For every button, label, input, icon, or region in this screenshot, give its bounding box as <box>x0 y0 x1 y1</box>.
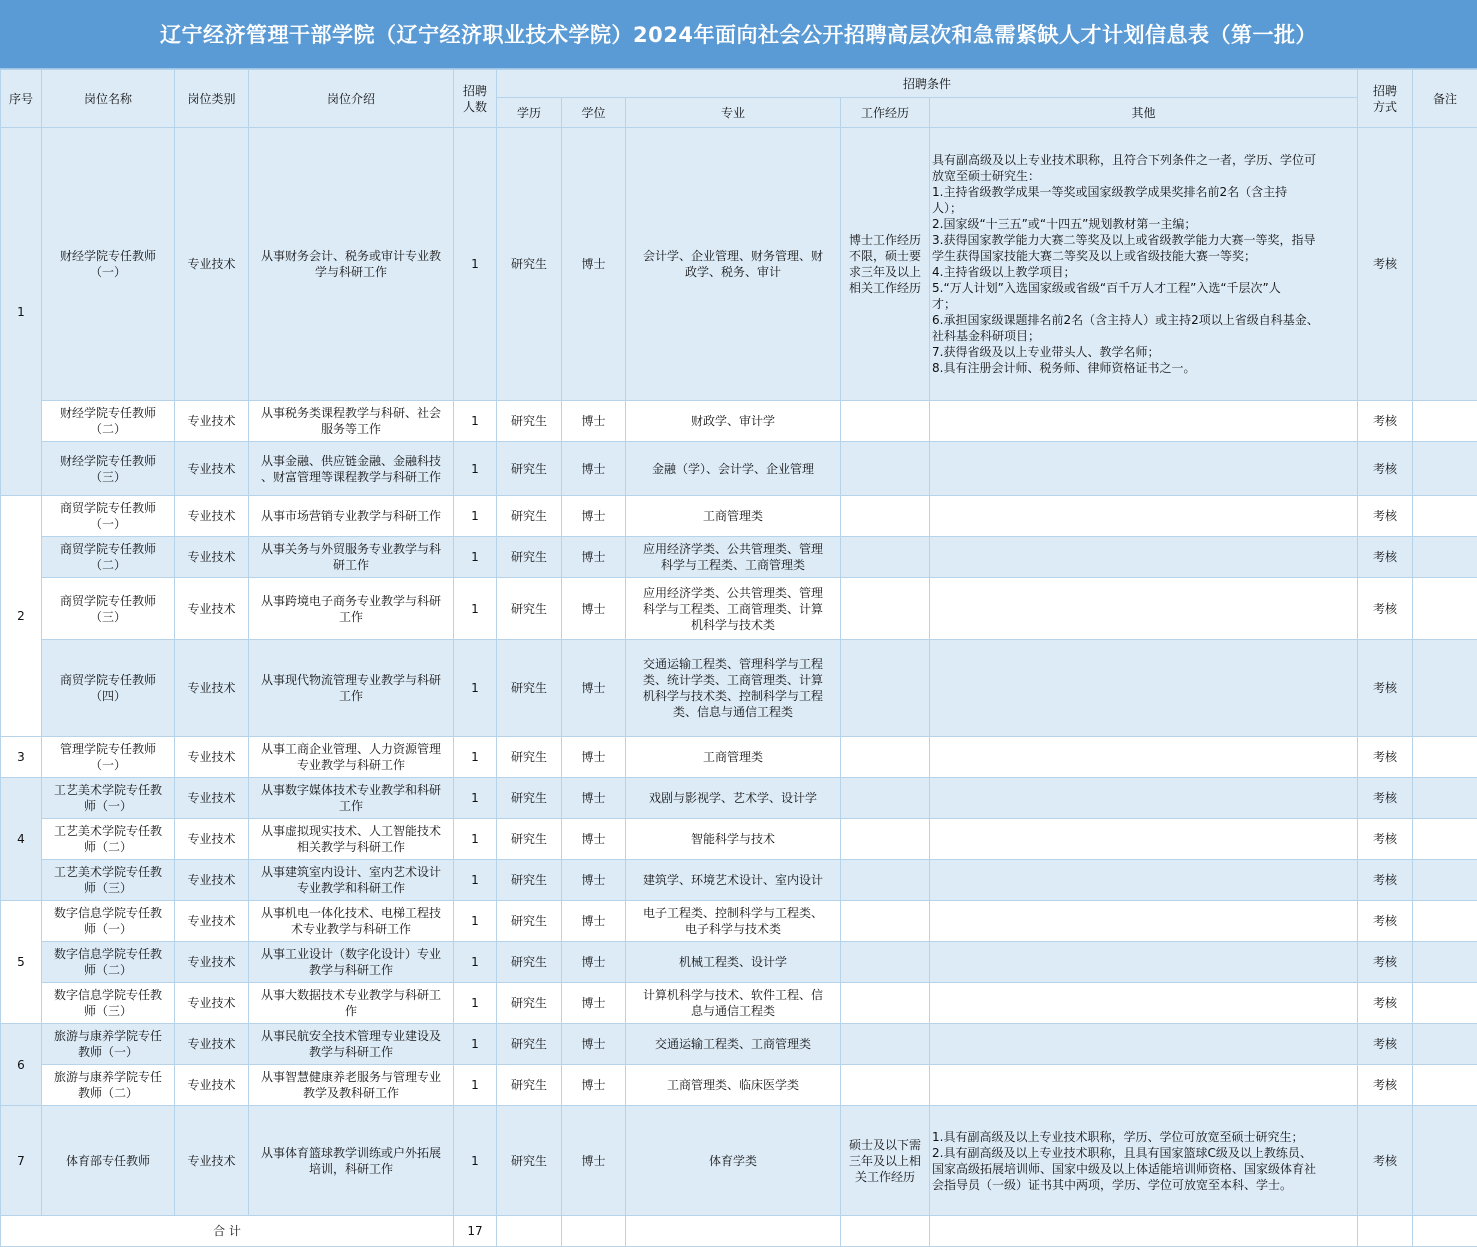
job-remark <box>1413 1106 1477 1216</box>
group-seq: 4 <box>1 778 42 901</box>
job-degree: 博士 <box>562 442 626 496</box>
job-method: 考核 <box>1358 1024 1413 1065</box>
job-category: 专业技术 <box>175 901 249 942</box>
job-method: 考核 <box>1358 778 1413 819</box>
job-category: 专业技术 <box>175 1024 249 1065</box>
group-seq: 6 <box>1 1024 42 1106</box>
job-count: 1 <box>454 983 497 1024</box>
job-experience: 硕士及以下需 三年及以上相 关工作经历 <box>841 1106 930 1216</box>
header-conditions: 招聘条件 <box>497 70 1358 98</box>
job-count: 1 <box>454 578 497 640</box>
job-name: 旅游与康养学院专任 教师（二） <box>42 1065 175 1106</box>
job-method: 考核 <box>1358 442 1413 496</box>
job-name: 数字信息学院专任教 师（三） <box>42 983 175 1024</box>
job-remark <box>1413 401 1477 442</box>
job-intro: 从事工业设计（数字化设计）专业 教学与科研工作 <box>249 942 454 983</box>
job-count: 1 <box>454 942 497 983</box>
job-name: 财经学院专任教师 （三） <box>42 442 175 496</box>
job-degree: 博士 <box>562 860 626 901</box>
job-edu: 研究生 <box>497 578 562 640</box>
job-method: 考核 <box>1358 819 1413 860</box>
job-count: 1 <box>454 442 497 496</box>
group-seq: 3 <box>1 737 42 778</box>
job-major: 交通运输工程类、工商管理类 <box>626 1024 841 1065</box>
job-category: 专业技术 <box>175 983 249 1024</box>
job-category: 专业技术 <box>175 1106 249 1216</box>
job-experience <box>841 1024 930 1065</box>
job-other <box>930 860 1358 901</box>
job-category: 专业技术 <box>175 819 249 860</box>
job-experience <box>841 942 930 983</box>
job-major: 工商管理类、临床医学类 <box>626 1065 841 1106</box>
job-degree: 博士 <box>562 778 626 819</box>
job-edu: 研究生 <box>497 819 562 860</box>
job-name: 工艺美术学院专任教 师（二） <box>42 819 175 860</box>
job-major: 戏剧与影视学、艺术学、设计学 <box>626 778 841 819</box>
job-name: 财经学院专任教师 （二） <box>42 401 175 442</box>
job-name: 旅游与康养学院专任 教师（一） <box>42 1024 175 1065</box>
job-major: 应用经济学类、公共管理类、管理 科学与工程类、工商管理类 <box>626 537 841 578</box>
table-row <box>1 401 1477 442</box>
job-experience <box>841 496 930 537</box>
job-experience <box>841 901 930 942</box>
job-edu: 研究生 <box>497 901 562 942</box>
table-row <box>1 128 1477 401</box>
job-method: 考核 <box>1358 1065 1413 1106</box>
job-other <box>930 496 1358 537</box>
job-name: 工艺美术学院专任教 师（三） <box>42 860 175 901</box>
job-degree: 博士 <box>562 819 626 860</box>
job-other <box>930 819 1358 860</box>
job-method: 考核 <box>1358 496 1413 537</box>
job-name: 数字信息学院专任教 师（二） <box>42 942 175 983</box>
job-degree: 博士 <box>562 496 626 537</box>
job-other <box>930 737 1358 778</box>
job-degree: 博士 <box>562 983 626 1024</box>
table-row <box>1 737 1477 778</box>
job-major: 财政学、审计学 <box>626 401 841 442</box>
job-remark <box>1413 640 1477 737</box>
job-experience <box>841 537 930 578</box>
job-intro: 从事智慧健康养老服务与管理专业 教学及教科研工作 <box>249 1065 454 1106</box>
job-count: 1 <box>454 778 497 819</box>
job-name: 数字信息学院专任教 师（一） <box>42 901 175 942</box>
job-edu: 研究生 <box>497 496 562 537</box>
job-count: 1 <box>454 537 497 578</box>
job-count: 1 <box>454 1024 497 1065</box>
job-remark <box>1413 942 1477 983</box>
job-degree: 博士 <box>562 128 626 401</box>
job-other <box>930 401 1358 442</box>
job-method: 考核 <box>1358 901 1413 942</box>
header-edu: 学历 <box>497 98 562 128</box>
job-edu: 研究生 <box>497 128 562 401</box>
job-experience: 博士工作经历 不限，硕士要 求三年及以上 相关工作经历 <box>841 128 930 401</box>
job-intro: 从事民航安全技术管理专业建设及 教学与科研工作 <box>249 1024 454 1065</box>
job-degree: 博士 <box>562 1065 626 1106</box>
job-experience <box>841 640 930 737</box>
group-seq: 7 <box>1 1106 42 1216</box>
job-experience <box>841 442 930 496</box>
job-category: 专业技术 <box>175 537 249 578</box>
job-edu: 研究生 <box>497 442 562 496</box>
job-name: 工艺美术学院专任教 师（一） <box>42 778 175 819</box>
job-edu: 研究生 <box>497 983 562 1024</box>
job-other <box>930 1065 1358 1106</box>
job-count: 1 <box>454 496 497 537</box>
job-remark <box>1413 537 1477 578</box>
header-experience: 工作经历 <box>841 98 930 128</box>
job-other <box>930 537 1358 578</box>
table-row <box>1 860 1477 901</box>
job-intro: 从事大数据技术专业教学与科研工 作 <box>249 983 454 1024</box>
job-major: 电子工程类、控制科学与工程类、 电子科学与技术类 <box>626 901 841 942</box>
job-other <box>930 442 1358 496</box>
job-count: 1 <box>454 901 497 942</box>
job-intro: 从事工商企业管理、人力资源管理 专业教学与科研工作 <box>249 737 454 778</box>
job-count: 1 <box>454 737 497 778</box>
job-degree: 博士 <box>562 901 626 942</box>
job-experience <box>841 578 930 640</box>
job-experience <box>841 983 930 1024</box>
job-count: 1 <box>454 1106 497 1216</box>
job-degree: 博士 <box>562 401 626 442</box>
job-remark <box>1413 496 1477 537</box>
job-method: 考核 <box>1358 737 1413 778</box>
job-category: 专业技术 <box>175 496 249 537</box>
table-row <box>1 942 1477 983</box>
job-category: 专业技术 <box>175 128 249 401</box>
job-method: 考核 <box>1358 640 1413 737</box>
job-intro: 从事建筑室内设计、室内艺术设计 专业教学和科研工作 <box>249 860 454 901</box>
job-count: 1 <box>454 401 497 442</box>
job-category: 专业技术 <box>175 942 249 983</box>
job-major: 建筑学、环境艺术设计、室内设计 <box>626 860 841 901</box>
job-method: 考核 <box>1358 983 1413 1024</box>
job-degree: 博士 <box>562 942 626 983</box>
job-major: 体育学类 <box>626 1106 841 1216</box>
job-edu: 研究生 <box>497 537 562 578</box>
job-name: 财经学院专任教师 （一） <box>42 128 175 401</box>
table-row <box>1 1024 1477 1065</box>
job-category: 专业技术 <box>175 442 249 496</box>
job-major: 计算机科学与技术、软件工程、信 息与通信工程类 <box>626 983 841 1024</box>
header-intro: 岗位介绍 <box>249 70 454 128</box>
page-title: 辽宁经济管理干部学院（辽宁经济职业技术学院）2024年面向社会公开招聘高层次和急需紧缺人才计划信息表（第一批） <box>0 0 1477 69</box>
job-degree: 博士 <box>562 537 626 578</box>
job-method: 考核 <box>1358 578 1413 640</box>
table-row <box>1 1106 1477 1216</box>
job-experience <box>841 819 930 860</box>
job-experience <box>841 1065 930 1106</box>
job-major: 工商管理类 <box>626 737 841 778</box>
table-row <box>1 442 1477 496</box>
job-method: 考核 <box>1358 942 1413 983</box>
job-remark <box>1413 819 1477 860</box>
table-row <box>1 1065 1477 1106</box>
job-edu: 研究生 <box>497 778 562 819</box>
job-count: 1 <box>454 860 497 901</box>
job-count: 1 <box>454 1065 497 1106</box>
job-intro: 从事税务类课程教学与科研、社会 服务等工作 <box>249 401 454 442</box>
job-other <box>930 778 1358 819</box>
job-category: 专业技术 <box>175 860 249 901</box>
job-remark <box>1413 1065 1477 1106</box>
job-edu: 研究生 <box>497 1106 562 1216</box>
job-intro: 从事机电一体化技术、电梯工程技 术专业教学与科研工作 <box>249 901 454 942</box>
job-other <box>930 983 1358 1024</box>
job-remark <box>1413 578 1477 640</box>
total-label: 合 计 <box>1 1216 454 1247</box>
job-category: 专业技术 <box>175 640 249 737</box>
job-category: 专业技术 <box>175 578 249 640</box>
job-edu: 研究生 <box>497 1024 562 1065</box>
job-count: 1 <box>454 640 497 737</box>
table-row <box>1 640 1477 737</box>
job-edu: 研究生 <box>497 860 562 901</box>
group-seq: 5 <box>1 901 42 1024</box>
job-name: 商贸学院专任教师 （一） <box>42 496 175 537</box>
job-other <box>930 1024 1358 1065</box>
header-seq: 序号 <box>1 70 42 128</box>
job-remark <box>1413 128 1477 401</box>
group-seq: 1 <box>1 128 42 496</box>
header-remark: 备注 <box>1413 70 1477 128</box>
job-major: 智能科学与技术 <box>626 819 841 860</box>
header-major: 专业 <box>626 98 841 128</box>
job-category: 专业技术 <box>175 778 249 819</box>
job-degree: 博士 <box>562 737 626 778</box>
job-intro: 从事虚拟现实技术、人工智能技术 相关教学与科研工作 <box>249 819 454 860</box>
job-major: 应用经济学类、公共管理类、管理 科学与工程类、工商管理类、计算 机科学与技术类 <box>626 578 841 640</box>
job-method: 考核 <box>1358 537 1413 578</box>
job-degree: 博士 <box>562 640 626 737</box>
header-name: 岗位名称 <box>42 70 175 128</box>
job-intro: 从事金融、供应链金融、金融科技 、财富管理等课程教学与科研工作 <box>249 442 454 496</box>
job-experience <box>841 860 930 901</box>
job-other: 具有副高级及以上专业技术职称，且符合下列条件之一者，学历、学位可 放宽至硕士研究生： 1.主持省级教学成果一等奖或国家级教学成果奖排名前2名（含主持 人）； 2.国家级“十三五”或“十四五”规划教材第一主编； 3.获得国家教学能力大赛二等奖及以上或省级教学能力大赛一等奖，指导 学生获得国家技能大赛二等奖及以上或省级技能大赛一等奖； 4.主持省级以上教学项目； 5.“万人计划”入选国家级或省级“百千万人才工程”入选“千层次”人 才； 6.承担国家级课题排名前2名（含主持人）或主持2项以上省级自科基金、 社科基金科研项目； 7.获得省级及以上专业带头人、教学名师； 8.具有注册会计师、税务师、律师资格证书之一。 <box>930 128 1358 401</box>
header-method: 招聘 方式 <box>1358 70 1413 128</box>
job-category: 专业技术 <box>175 737 249 778</box>
table-row <box>1 537 1477 578</box>
job-name: 商贸学院专任教师 （四） <box>42 640 175 737</box>
job-degree: 博士 <box>562 1106 626 1216</box>
job-remark <box>1413 1024 1477 1065</box>
job-intro: 从事体育篮球教学训练或户外拓展 培训，科研工作 <box>249 1106 454 1216</box>
job-other <box>930 578 1358 640</box>
header-degree: 学位 <box>562 98 626 128</box>
job-other <box>930 942 1358 983</box>
job-intro: 从事跨境电子商务专业教学与科研 工作 <box>249 578 454 640</box>
job-intro: 从事市场营销专业教学与科研工作 <box>249 496 454 537</box>
job-experience <box>841 737 930 778</box>
job-intro: 从事财务会计、税务或审计专业教 学与科研工作 <box>249 128 454 401</box>
job-remark <box>1413 442 1477 496</box>
total-count: 17 <box>454 1216 497 1247</box>
job-method: 考核 <box>1358 401 1413 442</box>
job-remark <box>1413 901 1477 942</box>
job-category: 专业技术 <box>175 1065 249 1106</box>
job-experience <box>841 401 930 442</box>
table-row <box>1 901 1477 942</box>
job-major: 金融（学）、会计学、企业管理 <box>626 442 841 496</box>
job-name: 管理学院专任教师 （一） <box>42 737 175 778</box>
header-count: 招聘 人数 <box>454 70 497 128</box>
job-major: 机械工程类、设计学 <box>626 942 841 983</box>
table-row <box>1 778 1477 819</box>
job-name: 商贸学院专任教师 （三） <box>42 578 175 640</box>
job-method: 考核 <box>1358 128 1413 401</box>
job-name: 体育部专任教师 <box>42 1106 175 1216</box>
job-other <box>930 901 1358 942</box>
table-row <box>1 578 1477 640</box>
job-method: 考核 <box>1358 860 1413 901</box>
job-remark <box>1413 983 1477 1024</box>
job-experience <box>841 778 930 819</box>
table-row <box>1 983 1477 1024</box>
header-other: 其他 <box>930 98 1358 128</box>
job-edu: 研究生 <box>497 1065 562 1106</box>
job-edu: 研究生 <box>497 401 562 442</box>
job-degree: 博士 <box>562 578 626 640</box>
job-intro: 从事数字媒体技术专业教学和科研 工作 <box>249 778 454 819</box>
job-name: 商贸学院专任教师 （二） <box>42 537 175 578</box>
header-category: 岗位类别 <box>175 70 249 128</box>
job-major: 交通运输工程类、管理科学与工程 类、统计学类、工商管理类、计算 机科学与技术类、控制科学与工程 类、信息与通信工程类 <box>626 640 841 737</box>
table-row <box>1 496 1477 537</box>
job-edu: 研究生 <box>497 737 562 778</box>
job-remark <box>1413 860 1477 901</box>
job-edu: 研究生 <box>497 942 562 983</box>
job-method: 考核 <box>1358 1106 1413 1216</box>
job-other <box>930 640 1358 737</box>
job-remark <box>1413 778 1477 819</box>
job-major: 工商管理类 <box>626 496 841 537</box>
job-major: 会计学、企业管理、财务管理、财 政学、税务、审计 <box>626 128 841 401</box>
job-intro: 从事关务与外贸服务专业教学与科 研工作 <box>249 537 454 578</box>
job-other: 1.具有副高级及以上专业技术职称，学历、学位可放宽至硕士研究生； 2.具有副高级及以上专业技术职称，且具有国家篮球C级及以上教练员、 国家高级拓展培训师、国家中级及以上体适能培训师资格、国家级体育社 会指导员（一级）证书其中两项，学历、学位可放宽至本科、学士。 <box>930 1106 1358 1216</box>
job-remark <box>1413 737 1477 778</box>
job-count: 1 <box>454 128 497 401</box>
job-degree: 博士 <box>562 1024 626 1065</box>
table-row <box>1 819 1477 860</box>
group-seq: 2 <box>1 496 42 737</box>
job-count: 1 <box>454 819 497 860</box>
job-edu: 研究生 <box>497 640 562 737</box>
job-category: 专业技术 <box>175 401 249 442</box>
job-intro: 从事现代物流管理专业教学与科研 工作 <box>249 640 454 737</box>
recruitment-table <box>0 69 1477 1247</box>
